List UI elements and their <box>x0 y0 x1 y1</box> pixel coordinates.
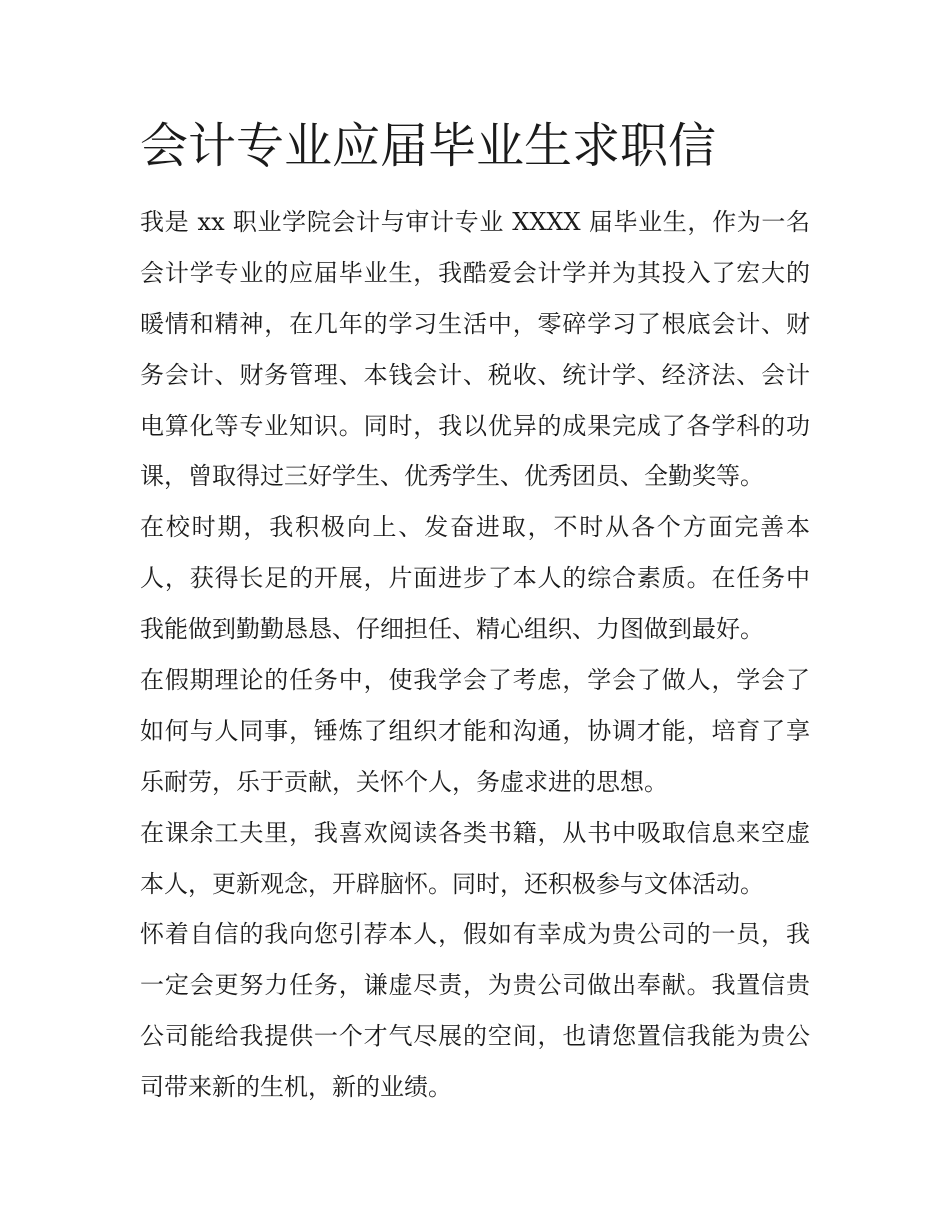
text-line: 我是 xx 职业学院会计与审计专业 XXXX 届毕业生，作为一名 <box>140 208 810 236</box>
text-line: 电算化等专业知识。同时，我以优异的成果完成了各学科的功 <box>140 411 810 440</box>
text-line: 本人，更新观念，开辟脑怀。同时，还积极参与文体活动。 <box>140 869 764 898</box>
text-line: 公司能给我提供一个才气尽展的空间，也请您置信我能为贵公 <box>140 1022 810 1051</box>
text-line: 我能做到勤勤恳恳、仔细担任、精心组织、力图做到最好。 <box>140 615 764 644</box>
letter-body <box>140 197 810 1113</box>
text-line: 怀着自信的我向您引荐本人，假如有幸成为贵公司的一员，我 <box>140 920 810 949</box>
text-line: 务会计、财务管理、本钱会计、税收、统计学、经济法、会计 <box>140 360 810 389</box>
text-line: 在课余工夫里，我喜欢阅读各类书籍，从书中吸取信息来空虚 <box>140 818 810 847</box>
text-line: 人，获得长足的开展，片面进步了本人的综合素质。在任务中 <box>140 564 810 593</box>
document-title: 会计专业应届毕业生求职信 <box>140 118 717 174</box>
text-line: 司带来新的生机，新的业绩。 <box>140 1073 452 1102</box>
text-line: 如何与人同事，锤炼了组织才能和沟通，协调才能，培育了享 <box>140 716 810 745</box>
text-line: 一定会更努力任务，谦虚尽责，为贵公司做出奉献。我置信贵 <box>140 971 810 1000</box>
text-line: 课，曾取得过三好学生、优秀学生、优秀团员、全勤奖等。 <box>140 462 764 491</box>
text-line: 乐耐劳，乐于贡献，关怀个人，务虚求进的思想。 <box>140 767 668 796</box>
text-line: 暖情和精神，在几年的学习生活中，零碎学习了根底会计、财 <box>140 309 810 338</box>
text-line: 在校时期，我积极向上、发奋进取，不时从各个方面完善本 <box>140 513 810 542</box>
text-line: 会计学专业的应届毕业生，我酷爱会计学并为其投入了宏大的 <box>140 258 810 287</box>
text-line: 在假期理论的任务中，使我学会了考虑，学会了做人，学会了 <box>140 666 810 695</box>
